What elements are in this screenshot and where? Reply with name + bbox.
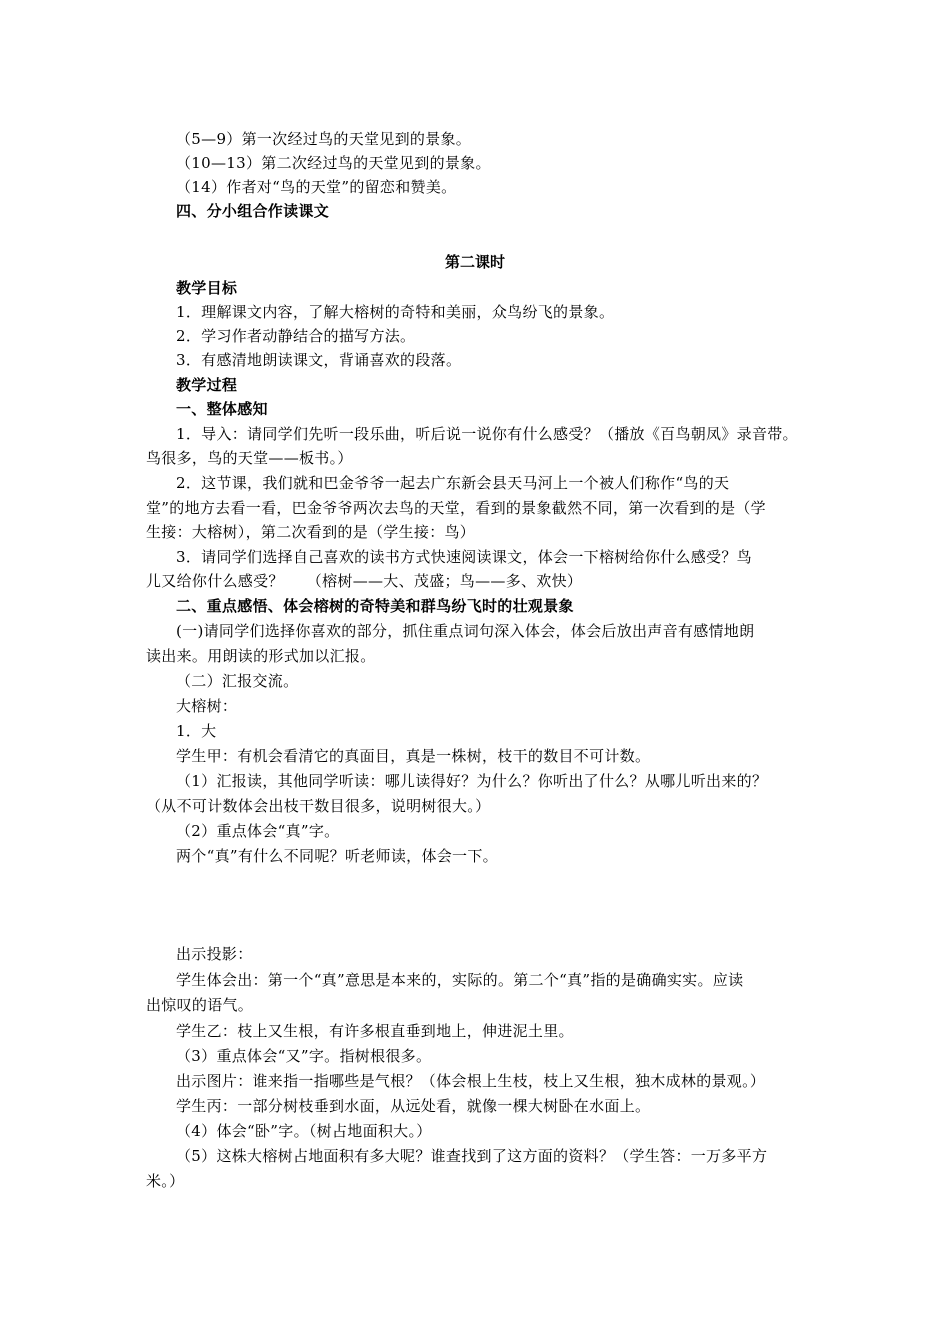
paragraph-line: （1）汇报读，其他同学听读：哪儿读得好？为什么？你听出了什么？从哪儿听出来的？ <box>176 772 768 790</box>
paragraph-line: （从不可计数体会出枝干数目很多，说明树很大。） <box>146 797 491 815</box>
paragraph-line: 鸟很多，鸟的天堂——板书。） <box>146 449 353 467</box>
lesson-title: 第二课时 <box>444 253 505 271</box>
paragraph-line: （4）体会“卧”字。（树占地面积大。） <box>176 1122 432 1140</box>
paragraph-line: 大榕树： <box>176 697 238 715</box>
paragraph-line: 出示投影： <box>176 945 253 963</box>
paragraph-line: 出示图片：谁来指一指哪些是气根？（体会根上生枝，枝上又生根，独木成林的景观。） <box>176 1072 766 1090</box>
paragraph-line: 学生体会出：第一个“真”意思是本来的，实际的。第二个“真”指的是确确实实。应读 <box>176 971 744 989</box>
teaching-goals-heading: 教学目标 <box>176 279 238 297</box>
teaching-process-heading: 教学过程 <box>176 376 238 394</box>
paragraph-line: 两个“真”有什么不同呢？听老师读，体会一下。 <box>176 847 498 865</box>
goal-item-1: 1．理解课文内容，了解大榕树的奇特和美丽，众鸟纷飞的景象。 <box>176 303 615 321</box>
paragraph-line: 米。） <box>146 1172 185 1190</box>
outline-item-5-9: （5—9）第一次经过鸟的天堂见到的景象。 <box>176 130 472 148</box>
paragraph-line: （2）重点体会“真”字。 <box>176 822 340 840</box>
paragraph-line: 2．这节课，我们就和巴金爷爷一起去广东新会县天马河上一个被人们称作“鸟的天 <box>176 474 730 492</box>
paragraph-line: (一)请同学们选择你喜欢的部分，抓住重点词句深入体会，体会后放出声音有感情地朗 <box>176 622 755 640</box>
outline-item-14: （14）作者对“鸟的天堂”的留恋和赞美。 <box>176 178 457 196</box>
paragraph-line: 1．大 <box>176 722 217 740</box>
outline-item-10-13: （10—13）第二次经过鸟的天堂见到的景象。 <box>176 154 491 172</box>
paragraph-line: 学生丙：一部分树枝垂到水面，从远处看，就像一棵大树卧在水面上。 <box>176 1097 651 1115</box>
paragraph-line: 出惊叹的语气。 <box>146 996 254 1014</box>
paragraph-line: 读出来。用朗读的形式加以汇报。 <box>146 647 376 665</box>
section-heading-key-points: 二、重点感悟、体会榕树的奇特美和群鸟纷飞时的壮观景象 <box>176 597 574 615</box>
paragraph-line: （5）这株大榕树占地面积有多大呢？谁查找到了这方面的资料？（学生答：一万多平方 <box>176 1147 768 1165</box>
section-heading-overall: 一、整体感知 <box>176 400 268 418</box>
paragraph-line: 儿又给你什么感受？ （榕树——大、茂盛；鸟——多、欢快） <box>146 572 583 590</box>
paragraph-line: 生接：大榕树），第二次看到的是（学生接：鸟） <box>146 523 476 541</box>
goal-item-2: 2．学习作者动静结合的描写方法。 <box>176 327 416 345</box>
paragraph-line: （二）汇报交流。 <box>176 672 299 690</box>
paragraph-line: 学生乙：枝上又生根，有许多根直垂到地上，伸进泥土里。 <box>176 1022 574 1040</box>
paragraph-line: 1．导入：请同学们先听一段乐曲，听后说一说你有什么感受？（播放《百鸟朝凤》录音带。 <box>176 425 798 443</box>
paragraph-line: 堂”的地方去看一看，巴金爷爷两次去鸟的天堂，看到的景象截然不同，第一次看到的是（学 <box>146 499 766 517</box>
section-heading-group-reading: 四、分小组合作读课文 <box>176 202 330 220</box>
goal-item-3: 3．有感清地朗读课文，背诵喜欢的段落。 <box>176 351 462 369</box>
paragraph-line: 3．请同学们选择自己喜欢的读书方式快速阅读课文，体会一下榕树给你什么感受？鸟 <box>176 548 752 566</box>
paragraph-line: （3）重点体会“又”字。指树根很多。 <box>176 1047 432 1065</box>
paragraph-line: 学生甲：有机会看清它的真面目，真是一株树，枝干的数目不可计数。 <box>176 747 651 765</box>
